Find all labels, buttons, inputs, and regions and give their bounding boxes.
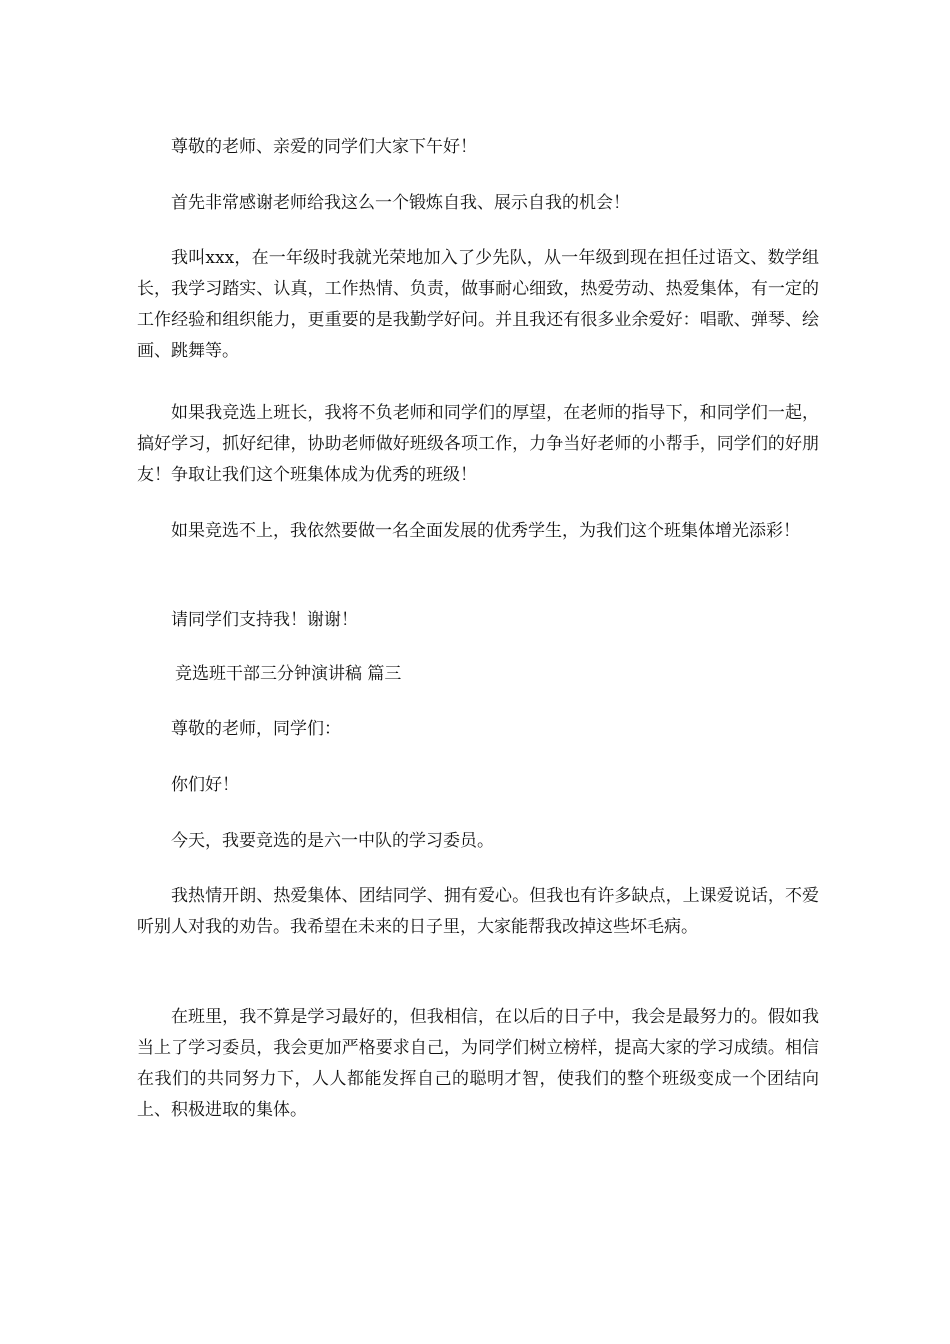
paragraph-thanks: 首先非常感谢老师给我这么一个锻炼自我、展示自我的机会！ [171,193,630,213]
paragraph-commitment: 在班里，我不算是学习最好的，但我相信，在以后的日子中，我会是最努力的。假如我当上了学习委员，我会更加严格要求自己，为同学们树立榜样，提高大家的学习成绩。相信在我们的共同努力下，人人都能发挥自己的聪明才智，使我们的整个班级变成一个团结向上、积极进取的集体。 [137,1007,819,1120]
paragraph-self-description: 我热情开朗、热爱集体、团结同学、拥有爱心。但我也有许多缺点，上课爱说话，不爱听别人对我的劝告。我希望在未来的日子里，大家能帮我改掉这些坏毛病。 [137,886,819,937]
paragraph-if-not-elected: 如果竞选不上，我依然要做一名全面发展的优秀学生，为我们这个班集体增光添彩！ [171,521,800,541]
paragraph-request-support: 请同学们支持我！谢谢！ [171,610,358,630]
paragraph-running-for: 今天，我要竞选的是六一中队的学习委员。 [171,831,494,851]
paragraph-if-elected: 如果我竞选上班长，我将不负老师和同学们的厚望，在老师的指导下，和同学们一起，搞好学习，抓好纪律，协助老师做好班级各项工作，力争当好老师的小帮手，同学们的好朋友！争取让我们这个班集体成为优秀的班级！ [137,403,819,485]
paragraph-introduction: 我叫xxx，在一年级时我就光荣地加入了少先队，从一年级到现在担任过语文、数学组长，我学习踏实、认真，工作热情、负责，做事耐心细致，热爱劳动、热爱集体，有一定的工作经验和组织能力，更重要的是我勤学好问。并且我还有很多业余爱好：唱歌、弹琴、绘画、跳舞等。 [137,248,819,361]
paragraph-greeting: 尊敬的老师、亲爱的同学们大家下午好！ [171,137,477,157]
section-heading: 竞选班干部三分钟演讲稿 篇三 [175,664,402,684]
paragraph-hello: 你们好！ [171,775,239,795]
paragraph-salutation: 尊敬的老师，同学们： [171,719,341,739]
